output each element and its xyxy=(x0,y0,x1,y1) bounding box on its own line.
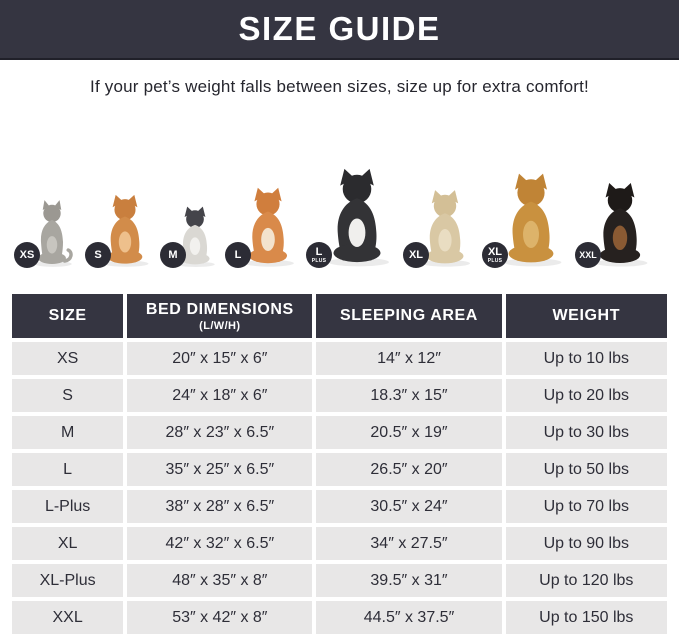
col-header-weight-label: WEIGHT xyxy=(552,307,621,324)
bed-dimensions-cell: 24″ x 18″ x 6″ xyxy=(127,379,312,412)
bed-dimensions-cell: 42″ x 32″ x 6.5″ xyxy=(127,527,312,560)
size-badge: L xyxy=(225,242,251,268)
size-badge: L PLUS xyxy=(306,242,332,268)
col-header-sleeping-area xyxy=(316,294,501,338)
size-badge: XXL xyxy=(575,242,601,268)
col-header-bed-dimensions-sub: (L/W/H) xyxy=(199,319,241,332)
size-table-header xyxy=(12,294,667,338)
bed-dimensions-cell: 20″ x 15″ x 6″ xyxy=(127,342,312,375)
size-badge: XL xyxy=(403,242,429,268)
bed-dimensions-cell: 28″ x 23″ x 6.5″ xyxy=(127,416,312,449)
gray-cat-figure xyxy=(19,196,81,268)
size-badge: XL PLUS xyxy=(482,242,508,268)
sleeping-area-cell: 14″ x 12″ xyxy=(316,342,501,375)
doberman-figure xyxy=(579,140,656,268)
sleeping-area-cell: 30.5″ x 24″ xyxy=(316,490,501,523)
col-header-bed-dimensions-label: BED DIMENSIONS xyxy=(145,300,294,318)
table-row xyxy=(12,601,667,634)
size-table xyxy=(8,290,671,638)
shiba-inu-figure xyxy=(234,162,302,268)
col-header-size xyxy=(12,294,123,338)
golden-retriever-figure xyxy=(487,142,571,268)
bed-dimensions-cell: 35″ x 25″ x 6.5″ xyxy=(127,453,312,486)
weight-cell: Up to 120 lbs xyxy=(506,564,667,597)
table-row xyxy=(12,490,667,523)
header-row xyxy=(12,294,667,338)
size-cell: XXL xyxy=(12,601,123,634)
animals-row xyxy=(0,115,679,268)
size-badge: S xyxy=(85,242,111,268)
bed-dimensions-cell: 53″ x 42″ x 8″ xyxy=(127,601,312,634)
weight-cell: Up to 50 lbs xyxy=(506,453,667,486)
size-cell: S xyxy=(12,379,123,412)
bed-dimensions-cell: 48″ x 35″ x 8″ xyxy=(127,564,312,597)
sleeping-area-cell: 18.3″ x 15″ xyxy=(316,379,501,412)
sleeping-area-cell: 34″ x 27.5″ xyxy=(316,527,501,560)
size-cell: XS xyxy=(12,342,123,375)
weight-cell: Up to 30 lbs xyxy=(506,416,667,449)
table-row xyxy=(12,379,667,412)
bed-dimensions-cell: 38″ x 28″ x 6.5″ xyxy=(127,490,312,523)
sleeping-area-cell: 26.5″ x 20″ xyxy=(316,453,501,486)
table-row xyxy=(12,453,667,486)
weight-cell: Up to 70 lbs xyxy=(506,490,667,523)
size-badge: XS xyxy=(14,242,40,268)
subtitle-text: If your pet’s weight falls between sizes, size up for extra comfort! xyxy=(90,77,589,96)
weight-cell: Up to 90 lbs xyxy=(506,527,667,560)
pomeranian-figure xyxy=(94,190,156,268)
page-title: SIZE GUIDE xyxy=(238,10,441,47)
size-cell: L xyxy=(12,453,123,486)
border-collie-figure xyxy=(311,166,399,268)
sleeping-area-cell: 44.5″ x 37.5″ xyxy=(316,601,501,634)
weight-cell: Up to 20 lbs xyxy=(506,379,667,412)
weight-cell: Up to 150 lbs xyxy=(506,601,667,634)
sleeping-area-cell: 20.5″ x 19″ xyxy=(316,416,501,449)
french-bulldog-figure xyxy=(169,180,221,268)
size-badge: M xyxy=(160,242,186,268)
col-header-sleeping-area-label: SLEEPING AREA xyxy=(340,307,478,324)
sleeping-area-cell: 39.5″ x 31″ xyxy=(316,564,501,597)
table-row xyxy=(12,527,667,560)
size-cell: L-Plus xyxy=(12,490,123,523)
weight-cell: Up to 10 lbs xyxy=(506,342,667,375)
size-cell: XL-Plus xyxy=(12,564,123,597)
table-row xyxy=(12,564,667,597)
col-header-bed-dimensions xyxy=(127,294,312,338)
size-cell: M xyxy=(12,416,123,449)
col-header-size-label: SIZE xyxy=(48,307,87,324)
title-banner xyxy=(0,0,679,60)
size-cell: XL xyxy=(12,527,123,560)
col-header-weight xyxy=(506,294,667,338)
labrador-figure xyxy=(408,156,478,268)
table-row xyxy=(12,416,667,449)
table-row xyxy=(12,342,667,375)
size-table-body xyxy=(12,342,667,634)
